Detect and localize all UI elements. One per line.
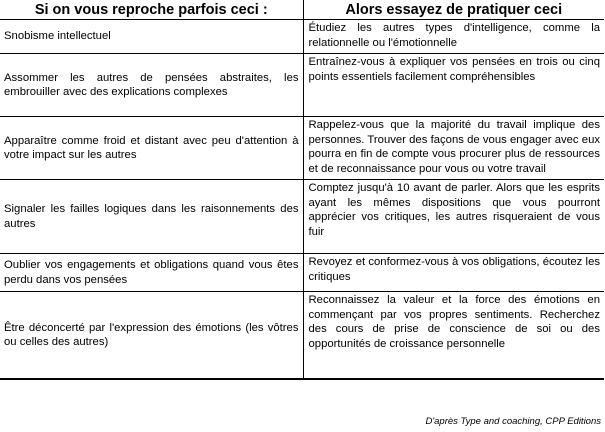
table-row [0, 180, 604, 254]
practice-cell: Revoyez et conformez-vous à vos obligations, écoutez les critiques [303, 254, 604, 292]
table-header-row [0, 0, 604, 20]
table-row [0, 54, 604, 117]
practice-cell: Reconnaissez la valeur et la force des émotions en commençant par vos propres sentiments. Recherchez des cours de prise de conscience de soi ou des opportunités de croissance personnelle [303, 292, 604, 380]
table-row [0, 20, 604, 54]
source-credit: D'après Type and coaching, CPP Editions [425, 416, 601, 427]
reproach-cell: Apparaître comme froid et distant avec peu d'attention à votre impact sur les autres [0, 117, 303, 180]
practice-cell: Rappelez-vous que la majorité du travail implique des personnes. Trouver des façons de vous engager avec eux pourra en fin de compte vous procurer plus de ressources et de reconnaissance pour vous ou votre travail [303, 117, 604, 180]
reproach-cell: Assommer les autres de pensées abstraites, les embrouiller avec des explications complexes [0, 54, 303, 117]
practice-cell: Étudiez les autres types d'intelligence, comme la relationnelle ou l'émotionnelle [303, 20, 604, 54]
practice-cell: Comptez jusqu'à 10 avant de parler. Alors que les esprits ayant les mêmes dispositions que vous pourront apprécier vos critiques, les autres risqueraient de vous fuir [303, 180, 604, 254]
table-row [0, 292, 604, 380]
reproach-cell: Signaler les failles logiques dans les raisonnements des autres [0, 180, 303, 254]
column-header-reproach: Si on vous reproche parfois ceci : [0, 0, 303, 20]
reproach-cell: Snobisme intellectuel [0, 20, 303, 54]
practice-cell: Entraînez-vous à expliquer vos pensées en trois ou cinq points essentiels facilement compréhensibles [303, 54, 604, 117]
reproach-cell: Être déconcerté par l'expression des émotions (les vôtres ou celles des autres) [0, 292, 303, 380]
reproach-cell: Oublier vos engagements et obligations quand vous êtes perdu dans vos pensées [0, 254, 303, 292]
column-header-practice: Alors essayez de pratiquer ceci [303, 0, 604, 20]
table-row [0, 254, 604, 292]
table-row [0, 117, 604, 180]
